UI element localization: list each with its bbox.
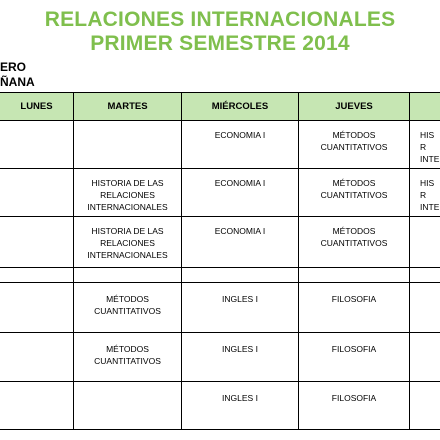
table-cell-lunes bbox=[0, 268, 74, 283]
table-cell-miercoles: INGLES I bbox=[182, 283, 299, 333]
table-cell-miercoles bbox=[182, 268, 299, 283]
table-cell-viernes bbox=[410, 333, 440, 382]
table-cell-lunes bbox=[0, 382, 74, 430]
table-cell-miercoles: INGLES I bbox=[182, 333, 299, 382]
table-cell-viernes bbox=[410, 382, 440, 430]
table-cell-martes: HISTORIA DE LAS RELACIONES INTERNACIONALES bbox=[74, 169, 182, 217]
table-cell-miercoles: ECONOMIA I bbox=[182, 169, 299, 217]
table-cell-jueves: FILOSOFIA bbox=[299, 333, 410, 382]
column-header-martes: MARTES bbox=[74, 92, 182, 121]
side-label-line-1: ERO bbox=[0, 60, 27, 74]
table-cell-viernes bbox=[410, 268, 440, 283]
table-cell-viernes: HIS R INTE bbox=[410, 169, 440, 217]
table-cell-jueves: MÉTODOS CUANTITATIVOS bbox=[299, 217, 410, 268]
schedule-table bbox=[0, 92, 440, 430]
table-cell-lunes bbox=[0, 333, 74, 382]
table-cell-martes bbox=[74, 121, 182, 169]
side-label-line-2: ÑANA bbox=[0, 75, 35, 89]
table-cell-martes: MÉTODOS CUANTITATIVOS bbox=[74, 283, 182, 333]
table-cell-jueves bbox=[299, 268, 410, 283]
page-title-line-2: PRIMER SEMESTRE 2014 bbox=[90, 32, 350, 55]
table-cell-lunes bbox=[0, 121, 74, 169]
table-cell-jueves: FILOSOFIA bbox=[299, 283, 410, 333]
table-cell-viernes bbox=[410, 283, 440, 333]
page-title-line-1: RELACIONES INTERNACIONALES bbox=[44, 8, 396, 31]
table-cell-martes bbox=[74, 268, 182, 283]
table-cell-viernes: HIS R INTE bbox=[410, 121, 440, 169]
column-header-lunes: LUNES bbox=[0, 92, 74, 121]
table-cell-lunes bbox=[0, 217, 74, 268]
table-cell-lunes bbox=[0, 283, 74, 333]
table-cell-martes: HISTORIA DE LAS RELACIONES INTERNACIONALES bbox=[74, 217, 182, 268]
column-header-jueves: JUEVES bbox=[299, 92, 410, 121]
table-cell-miercoles: ECONOMIA I bbox=[182, 217, 299, 268]
table-cell-miercoles: INGLES I bbox=[182, 382, 299, 430]
table-cell-lunes bbox=[0, 169, 74, 217]
column-header-viernes bbox=[410, 92, 440, 121]
table-cell-viernes bbox=[410, 217, 440, 268]
table-cell-jueves: FILOSOFIA bbox=[299, 382, 410, 430]
table-cell-martes: MÉTODOS CUANTITATIVOS bbox=[74, 333, 182, 382]
table-cell-jueves: MÉTODOS CUANTITATIVOS bbox=[299, 169, 410, 217]
table-cell-miercoles: ECONOMIA I bbox=[182, 121, 299, 169]
table-cell-jueves: MÉTODOS CUANTITATIVOS bbox=[299, 121, 410, 169]
column-header-miercoles: MIÉRCOLES bbox=[182, 92, 299, 121]
table-cell-martes bbox=[74, 382, 182, 430]
